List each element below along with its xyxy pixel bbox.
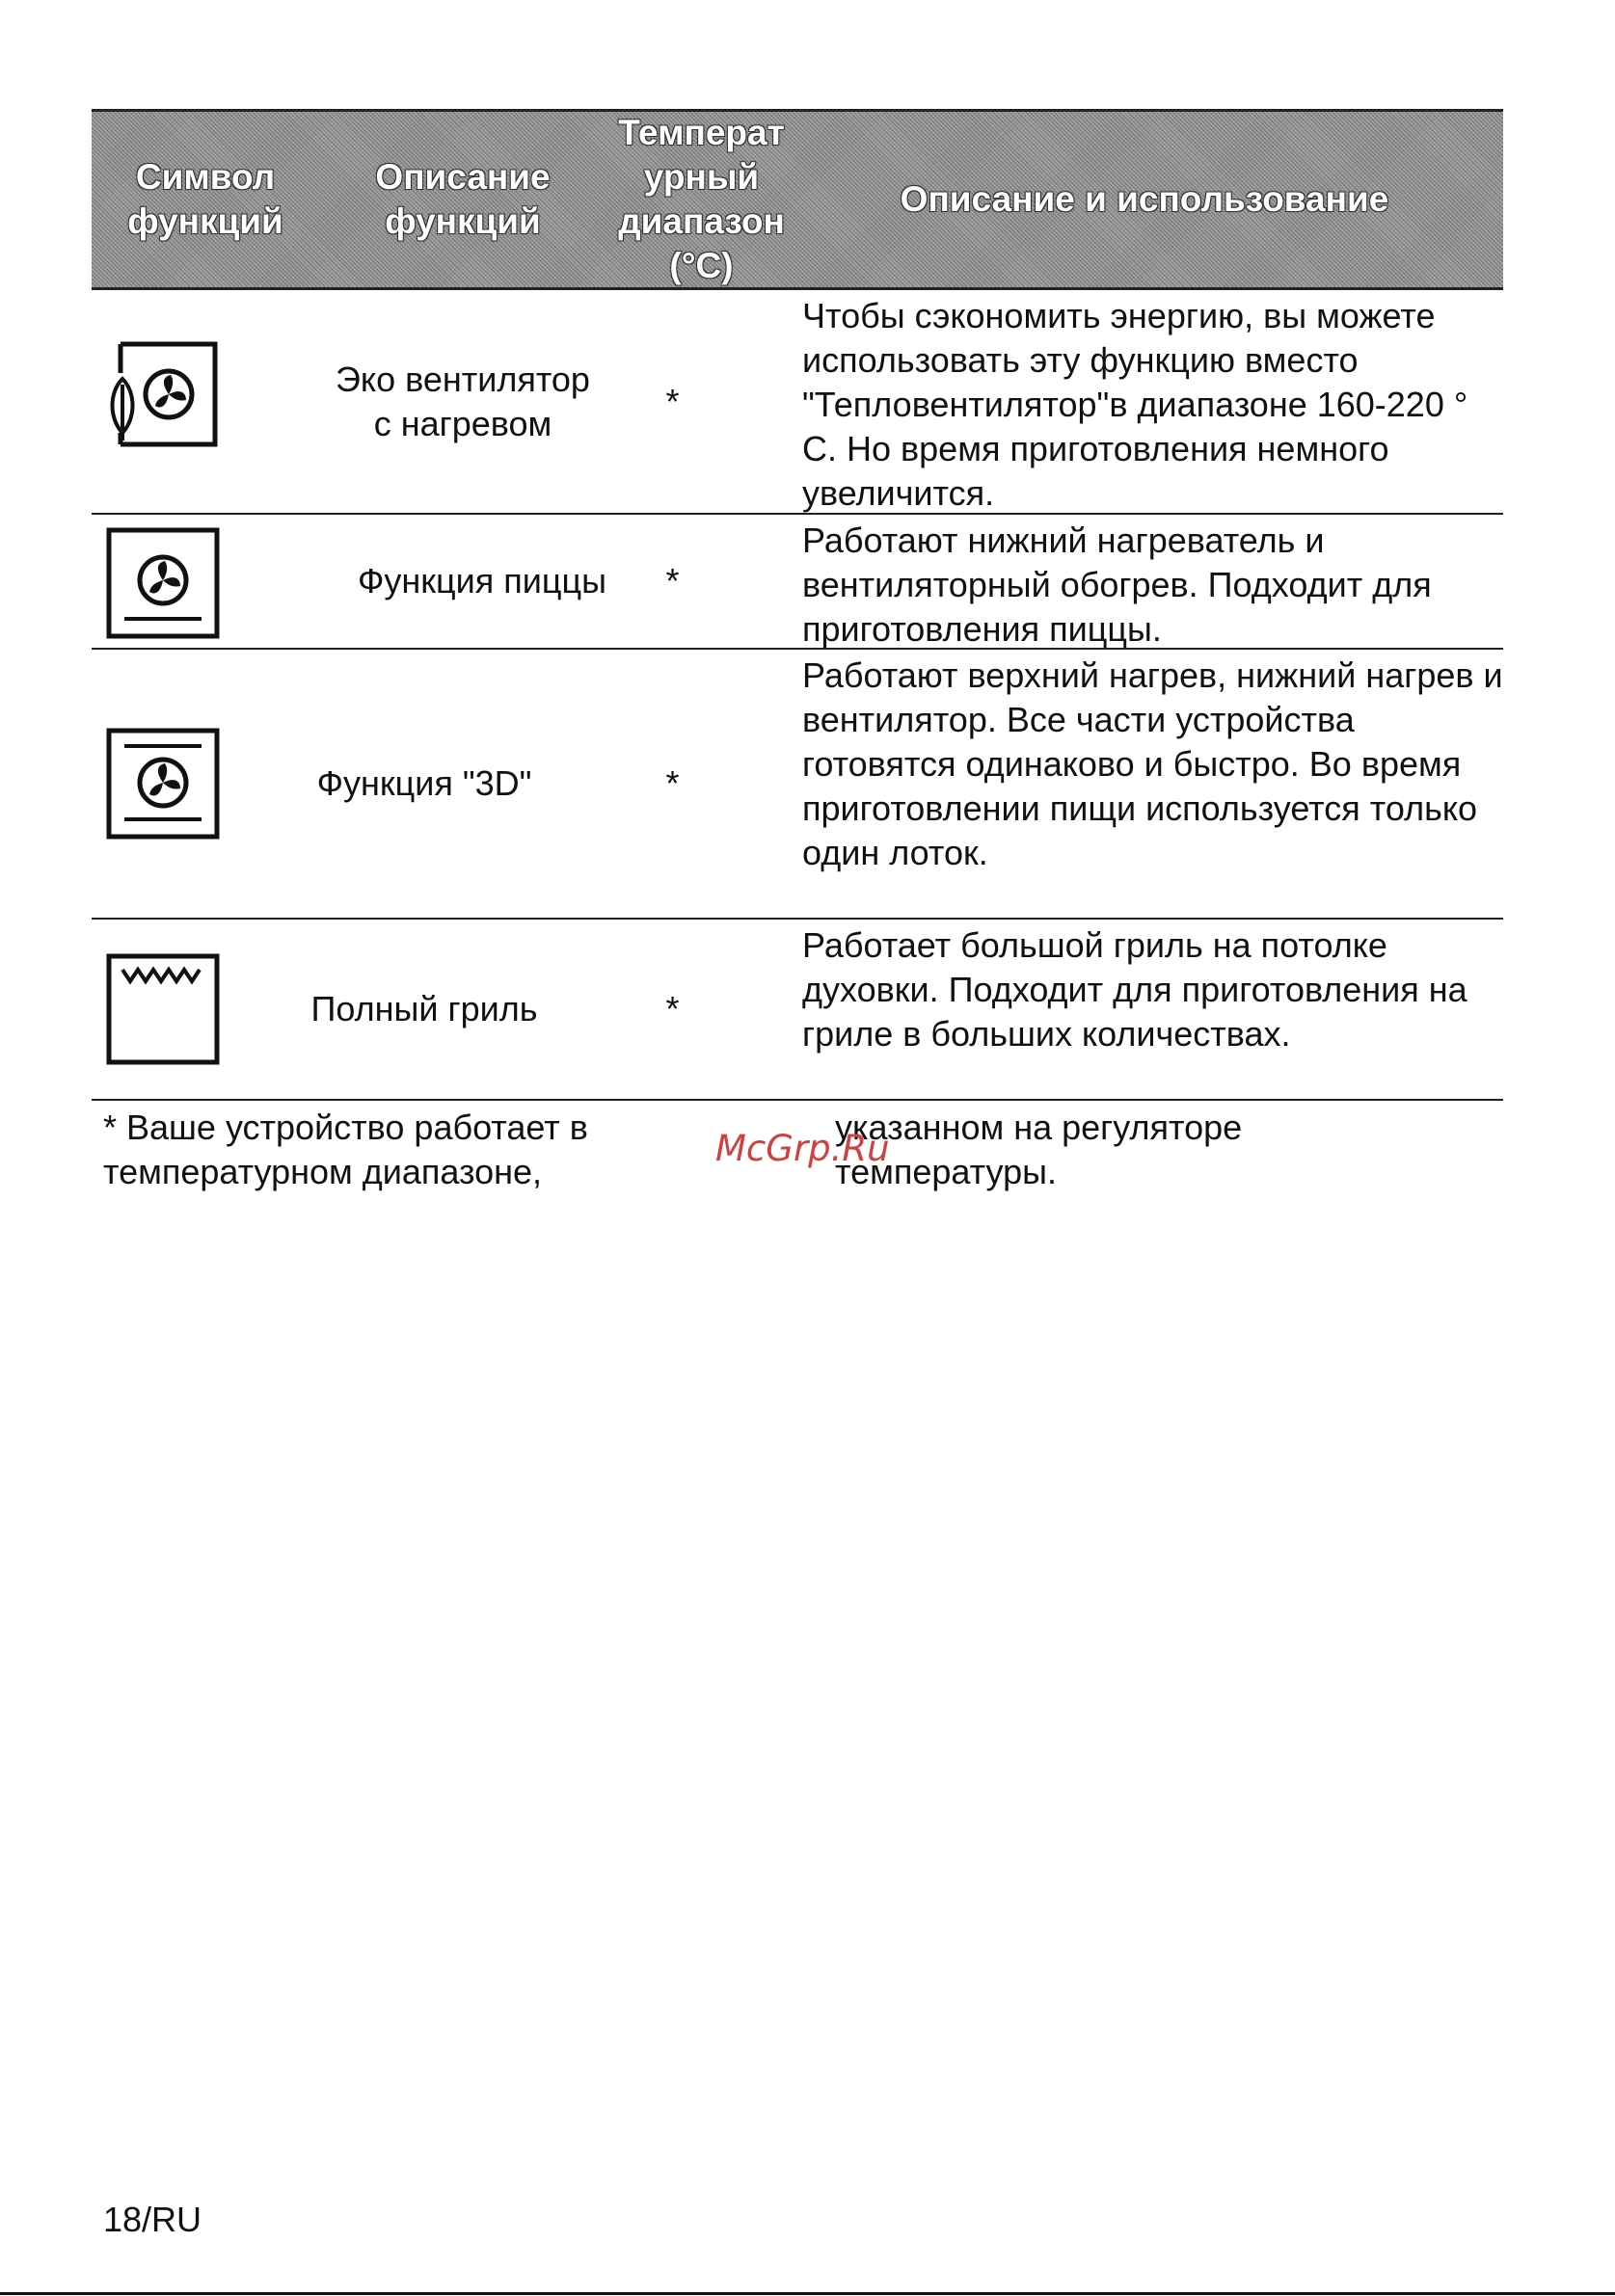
function-description: Работают нижний нагреватель и вентиляторный обогрев. Подходит для приготовления пиццы. (802, 521, 1432, 649)
table-row (92, 650, 1503, 920)
table-header (92, 109, 1503, 290)
page-number: 18/RU (103, 2200, 202, 2239)
header-symbol: Символ функций (127, 157, 283, 241)
function-name: Функция пиццы (358, 561, 606, 601)
full-grill-icon (105, 952, 221, 1071)
watermark: McGrp.Ru (715, 1128, 890, 1169)
header-desc: Описание и использование (900, 179, 1389, 219)
pizza-function-icon (105, 526, 221, 645)
function-description: Работают верхний нагрев, нижний нагрев и вентилятор. Все части устройства готовятся одинаково и быстро. Во время приготовлении пищи используется только один лоток. (802, 655, 1503, 872)
temp-range: * (665, 989, 680, 1028)
eco-fan-heating-icon (105, 336, 221, 457)
footnote-right: указанном на регуляторе температуры. (835, 1108, 1243, 1191)
function-name: Полный гриль (310, 989, 538, 1028)
function-name: Эко вентилятор с нагревом (336, 359, 590, 443)
header-temp: Температ урный диапазон (°C) (618, 113, 785, 285)
table-row (92, 290, 1503, 515)
function-name: Функция "3D" (316, 763, 532, 803)
temp-range: * (665, 763, 680, 803)
table-row (92, 515, 1503, 650)
function-description: Чтобы сэкономить энергию, вы можете использовать эту функцию вместо "Тепловентилятор"в диапазоне 160-220 ° С. Но время приготовления немного увеличится. (802, 296, 1468, 513)
functions-table (92, 109, 1503, 1101)
bottom-rule (0, 2292, 1615, 2295)
temp-range: * (665, 381, 680, 421)
temp-range: * (665, 561, 680, 601)
footnote-left: * Ваше устройство работает в температурном диапазоне, (103, 1108, 588, 1191)
table-row (92, 920, 1503, 1101)
header-function: Описание функций (375, 157, 551, 241)
function-description: Работает большой гриль на потолке духовки. Подходит для приготовления на гриле в больших количествах. (802, 925, 1467, 1054)
3d-function-icon (105, 727, 221, 845)
